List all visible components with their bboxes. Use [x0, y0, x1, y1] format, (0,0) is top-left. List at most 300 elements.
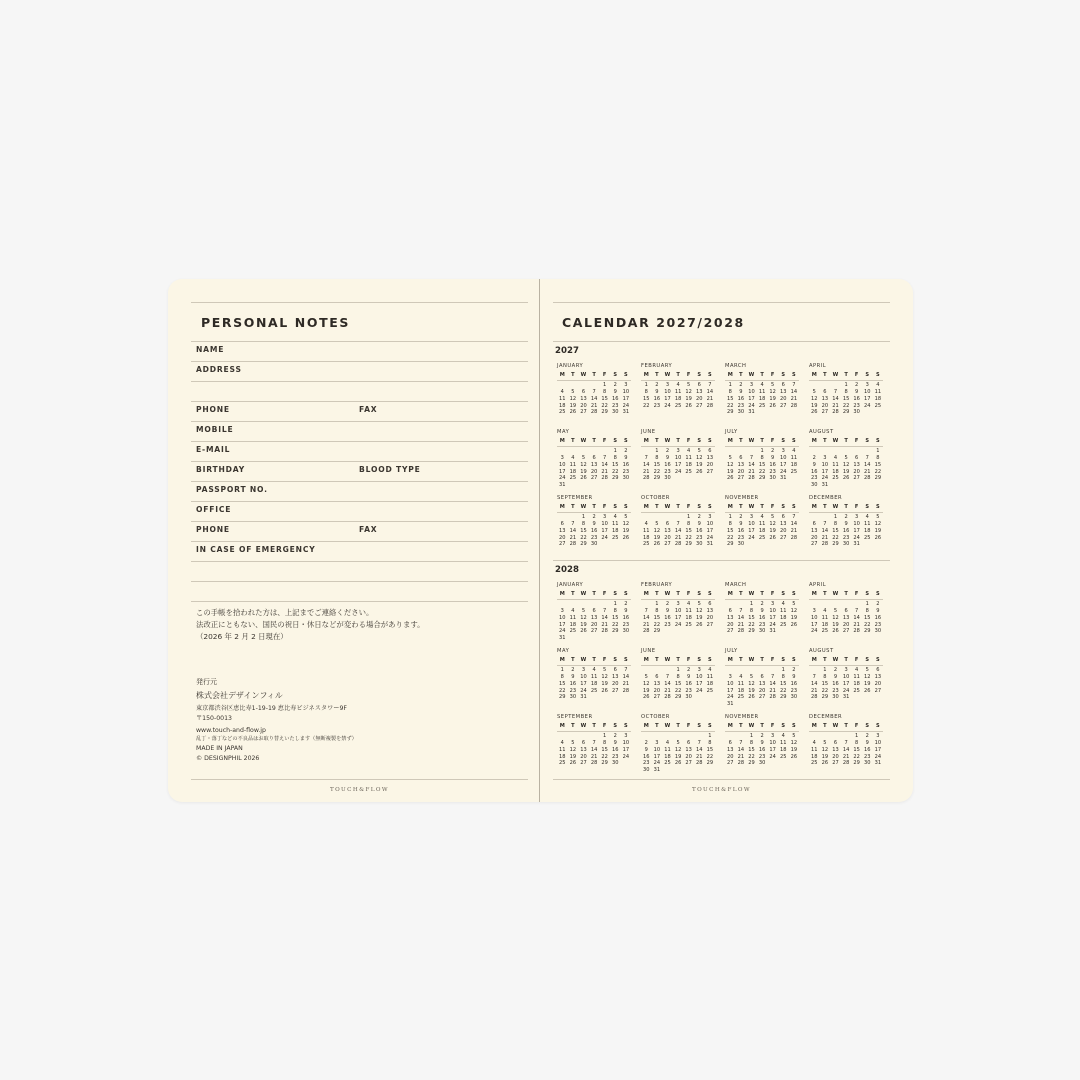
day-blank	[820, 382, 831, 389]
day-cell: 27	[696, 402, 703, 409]
day-grid	[809, 601, 883, 635]
day-cell: 11	[685, 607, 692, 614]
weekday-header: S	[865, 372, 870, 378]
day-cell: 10	[622, 739, 630, 746]
month-name: JANUARY	[557, 582, 584, 588]
weekday-header: M	[811, 591, 817, 597]
day-cell: 26	[696, 621, 703, 628]
month-rule	[641, 512, 715, 513]
month-name: AUGUST	[809, 648, 834, 654]
day-blank	[652, 514, 663, 521]
day-cell: 8	[823, 673, 827, 680]
day-cell: 4	[823, 607, 827, 614]
day-cell: 8	[749, 607, 754, 614]
day-cell: 13	[580, 395, 587, 402]
weekday-header: T	[760, 591, 764, 597]
day-cell: 16	[664, 614, 671, 621]
day-cell: 22	[706, 753, 714, 760]
day-cell: 24	[674, 621, 682, 628]
day-cell: 19	[696, 614, 703, 621]
day-cell: 28	[821, 541, 829, 548]
month-rule	[557, 665, 631, 666]
day-cell: 24	[559, 628, 566, 635]
weekday-header: T	[739, 372, 743, 378]
day-blank	[809, 382, 820, 389]
day-cell: 26	[748, 694, 755, 701]
weekday-header: T	[844, 372, 848, 378]
day-cell: 13	[727, 746, 734, 753]
day-cell: 18	[685, 614, 692, 621]
day-cell: 20	[559, 534, 566, 541]
day-cell: 26	[569, 409, 577, 416]
month-august-2027	[809, 429, 883, 489]
day-blank	[641, 601, 652, 608]
day-cell: 15	[821, 680, 829, 687]
day-cell: 10	[769, 739, 776, 746]
publisher-label: 発行元	[196, 678, 217, 686]
day-grid	[557, 514, 631, 548]
weekday-header: M	[559, 657, 565, 663]
day-cell: 3	[560, 607, 564, 614]
day-cell: 15	[832, 527, 839, 534]
day-cell: 16	[769, 461, 776, 468]
weekday-header: S	[781, 438, 786, 444]
day-cell: 6	[613, 666, 617, 673]
month-name: NOVEMBER	[725, 495, 759, 501]
day-blank	[568, 448, 579, 455]
weekday-header: F	[770, 657, 775, 663]
day-cell: 28	[832, 409, 839, 416]
day-cell: 22	[601, 753, 608, 760]
day-cell: 3	[624, 381, 628, 388]
day-cell: 15	[780, 680, 787, 687]
day-blank	[757, 667, 768, 674]
day-cell: 4	[665, 739, 670, 746]
weekday-header: T	[739, 591, 743, 597]
personal-notes-page	[191, 279, 528, 802]
month-rule	[557, 599, 631, 600]
day-cell: 11	[559, 395, 566, 402]
day-cell: 26	[685, 402, 692, 409]
day-grid	[809, 514, 883, 548]
weekday-header-row	[725, 591, 799, 598]
month-rule	[809, 731, 883, 732]
day-cell: 8	[865, 607, 869, 614]
day-cell: 31	[559, 482, 566, 489]
day-cell: 25	[590, 687, 598, 694]
day-cell: 19	[653, 534, 661, 541]
weekday-header: F	[854, 438, 859, 444]
day-cell: 25	[674, 402, 682, 409]
day-cell: 25	[664, 760, 671, 767]
rule	[191, 521, 528, 522]
day-cell: 20	[612, 680, 619, 687]
day-cell: 17	[748, 395, 755, 402]
day-cell: 10	[811, 614, 818, 621]
weekday-header: T	[844, 723, 848, 729]
month-rule	[641, 665, 715, 666]
day-cell: 16	[758, 614, 766, 621]
page-title: CALENDAR 2027/2028	[562, 315, 745, 330]
day-cell: 1	[655, 600, 659, 607]
weekday-header: S	[865, 438, 870, 444]
day-cell: 24	[811, 628, 818, 635]
day-cell: 14	[811, 680, 818, 687]
weekday-header-row	[809, 591, 883, 598]
day-cell: 25	[853, 687, 860, 694]
day-cell: 11	[706, 673, 714, 680]
day-cell: 8	[708, 739, 712, 746]
day-cell: 26	[821, 760, 829, 767]
weekday-header: W	[580, 504, 587, 510]
day-cell: 24	[674, 468, 682, 475]
day-cell: 17	[622, 395, 630, 402]
day-cell: 29	[580, 541, 587, 548]
office-fax-label: FAX	[359, 525, 378, 534]
day-cell: 13	[758, 680, 766, 687]
day-cell: 18	[758, 395, 766, 402]
weekday-header: W	[748, 591, 755, 597]
day-cell: 8	[644, 388, 648, 395]
day-cell: 17	[821, 468, 829, 475]
weekday-header: M	[727, 723, 733, 729]
day-cell: 20	[685, 753, 692, 760]
day-cell: 15	[559, 680, 566, 687]
day-cell: 10	[769, 607, 776, 614]
weekday-header: W	[832, 657, 839, 663]
weekday-header: T	[571, 438, 575, 444]
day-cell: 22	[685, 534, 692, 541]
month-rule	[809, 599, 883, 600]
weekday-header: T	[571, 591, 575, 597]
birthday-label: BIRTHDAY	[196, 465, 246, 474]
day-cell: 2	[792, 666, 796, 673]
day-cell: 17	[874, 746, 882, 753]
month-rule	[725, 446, 799, 447]
weekday-header: M	[643, 591, 649, 597]
day-cell: 12	[874, 520, 882, 527]
day-cell: 18	[590, 680, 598, 687]
day-grid	[641, 448, 715, 482]
day-cell: 30	[758, 628, 766, 635]
day-cell: 27	[580, 760, 587, 767]
day-cell: 23	[737, 402, 745, 409]
day-cell: 18	[853, 680, 860, 687]
day-cell: 10	[696, 673, 703, 680]
day-blank	[578, 382, 589, 389]
day-cell: 9	[687, 673, 691, 680]
day-grid	[641, 601, 715, 635]
day-blank	[809, 448, 820, 455]
day-cell: 28	[569, 541, 577, 548]
day-cell: 12	[601, 673, 608, 680]
day-cell: 6	[833, 739, 838, 746]
made-in: MADE IN JAPAN	[196, 745, 243, 752]
day-cell: 18	[790, 461, 798, 468]
day-cell: 6	[876, 666, 880, 673]
day-cell: 23	[590, 534, 598, 541]
day-cell: 21	[769, 687, 776, 694]
day-cell: 14	[601, 461, 608, 468]
day-cell: 9	[739, 388, 743, 395]
day-blank	[662, 733, 673, 740]
weekday-header: T	[655, 723, 659, 729]
day-cell: 5	[644, 673, 648, 680]
day-cell: 17	[727, 687, 734, 694]
day-cell: 8	[613, 607, 617, 614]
day-cell: 26	[580, 628, 587, 635]
day-blank	[641, 667, 652, 674]
day-cell: 25	[780, 753, 787, 760]
day-cell: 8	[560, 673, 564, 680]
day-cell: 11	[674, 388, 682, 395]
day-cell: 24	[664, 402, 671, 409]
day-cell: 31	[842, 694, 850, 701]
day-cell: 30	[842, 541, 850, 548]
day-cell: 12	[832, 614, 839, 621]
day-cell: 7	[844, 739, 848, 746]
day-cell: 28	[842, 760, 850, 767]
day-cell: 26	[769, 534, 776, 541]
day-blank	[641, 448, 652, 455]
month-rule	[557, 512, 631, 513]
day-cell: 9	[697, 520, 701, 527]
day-cell: 16	[664, 461, 671, 468]
day-cell: 22	[580, 534, 587, 541]
day-cell: 2	[739, 513, 743, 520]
day-cell: 28	[748, 475, 755, 482]
day-cell: 8	[603, 388, 607, 395]
day-cell: 28	[664, 694, 671, 701]
day-cell: 12	[696, 454, 703, 461]
day-cell: 16	[612, 746, 619, 753]
weekday-header: M	[727, 372, 733, 378]
emergency-label: IN CASE OF EMERGENCY	[196, 545, 316, 554]
day-cell: 15	[643, 395, 650, 402]
day-cell: 13	[706, 607, 714, 614]
day-cell: 11	[874, 388, 882, 395]
day-cell: 16	[832, 680, 839, 687]
day-cell: 3	[676, 447, 680, 454]
weekday-header: T	[676, 591, 680, 597]
day-cell: 14	[643, 461, 650, 468]
brand-logo: TOUCH&FLOW	[691, 787, 752, 793]
day-cell: 29	[612, 475, 619, 482]
day-cell: 7	[739, 607, 743, 614]
rule	[191, 501, 528, 502]
day-cell: 21	[832, 402, 839, 409]
day-cell: 12	[821, 746, 829, 753]
day-cell: 15	[612, 614, 619, 621]
day-cell: 25	[758, 402, 766, 409]
day-cell: 27	[811, 541, 818, 548]
day-blank	[694, 733, 705, 740]
day-cell: 28	[811, 694, 818, 701]
day-cell: 11	[811, 746, 818, 753]
day-cell: 4	[592, 666, 596, 673]
weekday-header: M	[811, 657, 817, 663]
day-cell: 1	[760, 447, 764, 454]
month-april-2027	[809, 363, 883, 416]
day-blank	[662, 667, 673, 674]
weekday-header: W	[664, 438, 671, 444]
rule	[191, 401, 528, 402]
weekday-header: W	[832, 438, 839, 444]
day-cell: 21	[590, 753, 598, 760]
day-cell: 6	[592, 454, 596, 461]
day-cell: 29	[832, 541, 839, 548]
day-cell: 22	[653, 468, 661, 475]
day-cell: 26	[601, 687, 608, 694]
day-cell: 26	[790, 621, 798, 628]
weekday-header: S	[781, 372, 786, 378]
day-cell: 21	[864, 468, 871, 475]
day-cell: 24	[706, 534, 714, 541]
month-rule	[809, 446, 883, 447]
day-blank	[746, 448, 757, 455]
day-blank	[851, 448, 862, 455]
day-cell: 10	[622, 388, 630, 395]
day-cell: 27	[780, 534, 787, 541]
day-cell: 13	[696, 388, 703, 395]
day-cell: 1	[613, 447, 617, 454]
day-cell: 5	[687, 381, 691, 388]
day-cell: 18	[758, 527, 766, 534]
weekday-header: T	[655, 372, 659, 378]
day-cell: 2	[592, 513, 596, 520]
name-label: NAME	[196, 345, 225, 354]
day-cell: 8	[687, 520, 691, 527]
day-cell: 5	[571, 739, 575, 746]
weekday-header: S	[613, 657, 618, 663]
day-blank	[589, 733, 600, 740]
day-cell: 26	[864, 687, 871, 694]
day-cell: 2	[739, 381, 743, 388]
day-cell: 7	[855, 607, 859, 614]
day-cell: 3	[771, 732, 775, 739]
day-cell: 4	[644, 520, 648, 527]
day-cell: 8	[876, 454, 880, 461]
weekday-header: W	[580, 372, 587, 378]
day-cell: 24	[769, 621, 776, 628]
weekday-header: S	[624, 723, 628, 729]
day-blank	[736, 601, 747, 608]
day-cell: 25	[780, 621, 787, 628]
day-cell: 6	[728, 739, 732, 746]
month-june-2028	[641, 648, 715, 701]
day-cell: 25	[874, 402, 882, 409]
day-cell: 27	[842, 628, 850, 635]
day-cell: 11	[612, 520, 619, 527]
day-blank	[830, 382, 841, 389]
day-cell: 8	[728, 388, 732, 395]
day-cell: 27	[737, 475, 745, 482]
day-cell: 29	[864, 628, 871, 635]
weekday-header: S	[781, 591, 786, 597]
day-cell: 31	[748, 409, 755, 416]
weekday-header: T	[739, 438, 743, 444]
day-cell: 15	[727, 527, 734, 534]
email-label: E-MAIL	[196, 445, 231, 454]
day-cell: 3	[708, 513, 712, 520]
day-grid	[809, 733, 883, 767]
day-cell: 10	[821, 461, 829, 468]
weekday-header: W	[664, 591, 671, 597]
day-blank	[599, 448, 610, 455]
weekday-header: F	[686, 657, 691, 663]
day-cell: 10	[706, 520, 714, 527]
day-cell: 28	[853, 628, 860, 635]
day-cell: 15	[601, 746, 608, 753]
day-cell: 19	[832, 621, 839, 628]
day-cell: 26	[696, 468, 703, 475]
day-cell: 24	[821, 475, 829, 482]
day-cell: 8	[676, 673, 680, 680]
weekday-header: F	[854, 591, 859, 597]
day-cell: 14	[737, 746, 745, 753]
day-cell: 9	[739, 520, 743, 527]
day-cell: 16	[864, 746, 871, 753]
day-cell: 25	[612, 534, 619, 541]
publisher-url: www.touch-and-flow.jp	[196, 727, 266, 734]
day-cell: 22	[601, 402, 608, 409]
day-cell: 2	[665, 447, 670, 454]
day-cell: 20	[780, 395, 787, 402]
day-cell: 16	[790, 680, 798, 687]
weekday-header-row	[641, 723, 715, 730]
day-cell: 31	[874, 760, 882, 767]
month-october-2028	[641, 714, 715, 774]
day-blank	[809, 667, 820, 674]
weekday-header: F	[770, 723, 775, 729]
day-cell: 21	[790, 395, 798, 402]
day-cell: 6	[844, 607, 848, 614]
day-cell: 1	[823, 666, 827, 673]
day-cell: 29	[748, 760, 755, 767]
day-grid	[809, 667, 883, 701]
day-cell: 19	[569, 402, 577, 409]
day-blank	[809, 601, 820, 608]
day-cell: 19	[790, 746, 798, 753]
day-cell: 31	[821, 482, 829, 489]
weekday-header-row	[641, 504, 715, 511]
day-cell: 15	[874, 461, 882, 468]
day-cell: 19	[842, 468, 850, 475]
weekday-header: W	[748, 438, 755, 444]
day-cell: 8	[603, 739, 607, 746]
day-cell: 15	[727, 395, 734, 402]
day-cell: 10	[864, 388, 871, 395]
day-cell: 1	[865, 600, 869, 607]
day-cell: 30	[590, 541, 598, 548]
weekday-header-row	[641, 657, 715, 664]
weekday-header: S	[708, 723, 712, 729]
weekday-header-row	[641, 591, 715, 598]
day-blank	[841, 733, 852, 740]
day-cell: 9	[844, 520, 848, 527]
weekday-header-row	[809, 438, 883, 445]
weekday-header: M	[559, 504, 565, 510]
brand-logo: TOUCH&FLOW	[329, 787, 390, 793]
day-cell: 23	[643, 760, 650, 767]
day-cell: 15	[748, 746, 755, 753]
day-cell: 10	[874, 739, 882, 746]
day-cell: 11	[569, 461, 577, 468]
weekday-header: W	[832, 723, 839, 729]
weekday-header: T	[844, 504, 848, 510]
day-cell: 18	[780, 746, 787, 753]
day-blank	[736, 733, 747, 740]
